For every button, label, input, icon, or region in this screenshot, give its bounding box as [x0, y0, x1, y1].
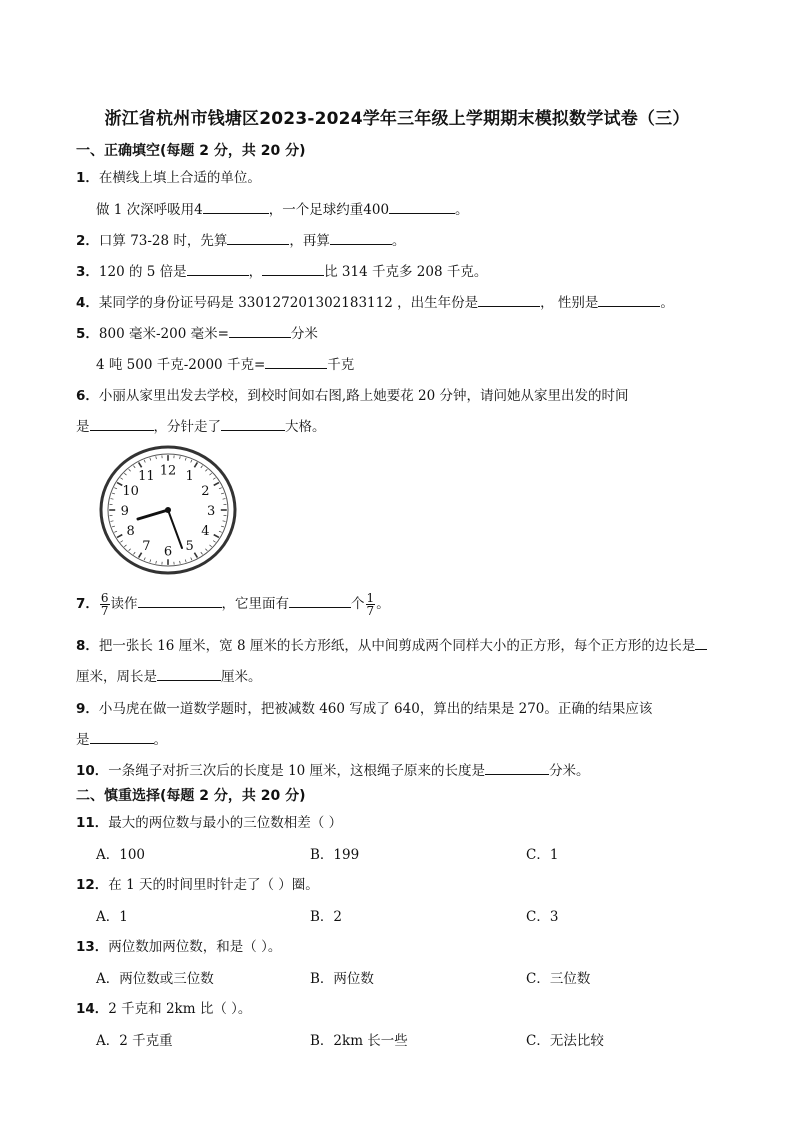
- question-text: 两位数加两位数，和是（ ）。: [108, 939, 282, 955]
- question-text: 口算 73-28 时，先算: [98, 233, 228, 249]
- question-text: 。: [153, 732, 167, 748]
- question-13: [76, 935, 281, 955]
- clock-number: 6: [163, 544, 173, 560]
- fraction-denominator: 7: [100, 604, 109, 618]
- question-number: 7．: [76, 596, 99, 612]
- option-a[interactable]: A．2 千克重: [96, 1033, 173, 1049]
- question-1: [76, 166, 261, 186]
- clock-number: 3: [207, 504, 216, 519]
- clock-number: 2: [201, 483, 210, 499]
- section-heading-choice: 二、慎重选择(每题 2 分，共 20 分): [76, 788, 306, 804]
- question-text: 做 1 次深呼吸用4: [96, 202, 203, 218]
- fraction-six-sevenths: [100, 592, 110, 617]
- question-number: 2．: [76, 233, 99, 249]
- question-number: 13．: [76, 939, 109, 955]
- question-number: 3．: [76, 264, 99, 280]
- fraction-numerator: 6: [100, 591, 109, 605]
- answer-blank[interactable]: [289, 593, 351, 608]
- question-text: 分米。: [549, 763, 590, 779]
- question-text: ， 性别是: [540, 295, 599, 311]
- clock-figure: [98, 444, 238, 576]
- question-text: 小马虎在做一道数学题时，把被减数 460 写成了 640，算出的结果是 270。正确的结果应该: [98, 701, 653, 717]
- question-text: 最大的两位数与最小的三位数相差（ ）: [108, 815, 343, 831]
- question-text: ，它里面有: [221, 596, 290, 612]
- question-text: 。: [660, 295, 674, 311]
- question-text: 厘米，周长是: [76, 669, 157, 685]
- question-text: 是: [76, 732, 90, 748]
- question-6: [76, 384, 628, 404]
- question-number: 9．: [76, 701, 99, 717]
- clock-number: 11: [138, 469, 155, 485]
- question-text: 。: [455, 202, 469, 218]
- clock-number: 10: [122, 483, 139, 499]
- question-3: [76, 260, 487, 280]
- clock-number: 12: [159, 463, 177, 479]
- answer-blank[interactable]: [187, 261, 249, 276]
- question-text: 2 千克和 2km 比（ ）。: [108, 1001, 252, 1017]
- option-a[interactable]: A．1: [96, 909, 128, 925]
- question-11: [76, 811, 342, 831]
- answer-blank[interactable]: [203, 199, 269, 214]
- question-text: 。: [391, 233, 406, 249]
- question-4: [76, 291, 674, 311]
- question-number: 12．: [76, 877, 109, 893]
- question-text: 在横线上填上合适的单位。: [98, 170, 261, 186]
- answer-blank[interactable]: [90, 729, 154, 744]
- question-5: [76, 322, 318, 342]
- answer-blank[interactable]: [478, 292, 540, 307]
- answer-blank[interactable]: [227, 230, 289, 245]
- answer-blank[interactable]: [265, 354, 327, 369]
- question-14: [76, 997, 251, 1017]
- question-number: 11．: [76, 815, 109, 831]
- question-6-line2: [76, 415, 326, 435]
- fraction-numerator: 1: [366, 591, 375, 605]
- question-text: ，分针走了: [153, 419, 221, 435]
- question-1-line2: [96, 198, 469, 218]
- option-a[interactable]: A．100: [96, 847, 146, 863]
- question-text: 分米: [290, 326, 318, 342]
- question-number: 4．: [76, 295, 99, 311]
- question-8-line2: [76, 665, 262, 685]
- fraction-one-seventh: [366, 592, 376, 617]
- answer-blank[interactable]: [138, 593, 222, 608]
- question-text: 厘米。: [221, 669, 262, 685]
- question-text: 800 毫米-200 毫米=: [98, 326, 229, 342]
- question-text: 千克: [327, 357, 355, 373]
- question-text: 比 314 千克多 208 千克。: [324, 264, 488, 280]
- answer-blank[interactable]: [229, 323, 291, 338]
- question-9-line2: [76, 728, 167, 748]
- question-number: 6．: [76, 388, 99, 404]
- option-c[interactable]: C．无法比较: [526, 1033, 604, 1049]
- option-c[interactable]: C．3: [526, 909, 559, 925]
- question-text: 把一张长 16 厘米，宽 8 厘米的长方形纸，从中间剪成两个同样大小的正方形，每个正方形的边长是: [98, 638, 696, 654]
- question-5-line2: [96, 353, 354, 373]
- option-b[interactable]: B．2: [310, 909, 343, 925]
- section-heading-fill-in: 一、正确填空(每题 2 分，共 20 分): [76, 143, 306, 159]
- question-text: 120 的 5 倍是: [98, 264, 187, 280]
- question-text: 某同学的身份证号码是 330127201302183112 ，出生年份是: [98, 295, 479, 311]
- question-number: 5．: [76, 326, 99, 342]
- question-text: ，再算: [289, 233, 330, 249]
- question-text: ，一个足球约重400: [268, 202, 390, 218]
- answer-blank[interactable]: [485, 760, 549, 775]
- answer-blank[interactable]: [262, 261, 324, 276]
- option-c[interactable]: C．三位数: [526, 971, 591, 987]
- option-c[interactable]: C．1: [526, 847, 559, 863]
- question-text: 读作: [110, 596, 138, 612]
- clock-number: 4: [201, 524, 210, 540]
- clock-center: [165, 507, 171, 513]
- option-b[interactable]: B．2km 长一些: [310, 1033, 408, 1049]
- question-text: 小丽从家里出发去学校，到校时间如右图,路上她要花 20 分钟，请问她从家里出发的时间: [98, 388, 629, 404]
- answer-blank[interactable]: [695, 635, 707, 650]
- question-number: 8．: [76, 638, 99, 654]
- question-text: 。: [376, 596, 390, 612]
- question-text: 是: [76, 419, 90, 435]
- option-a[interactable]: A．两位数或三位数: [96, 971, 214, 987]
- answer-blank[interactable]: [157, 666, 221, 681]
- question-7: [76, 592, 390, 617]
- answer-blank[interactable]: [389, 199, 455, 214]
- question-text: 一条绳子对折三次后的长度是 10 厘米，这根绳子原来的长度是: [108, 763, 486, 779]
- question-9: [76, 697, 652, 717]
- question-2: [76, 229, 405, 249]
- answer-blank[interactable]: [90, 416, 154, 431]
- option-b[interactable]: B．199: [310, 847, 360, 863]
- question-number: 10．: [76, 763, 109, 779]
- clock-number: 1: [185, 469, 194, 485]
- clock-number: 8: [126, 524, 135, 540]
- option-b[interactable]: B．两位数: [310, 971, 374, 987]
- clock-number: 5: [185, 538, 194, 554]
- answer-blank[interactable]: [598, 292, 660, 307]
- question-text: 在 1 天的时间里时针走了（ ）圈。: [108, 877, 319, 893]
- question-10: [76, 759, 590, 779]
- question-text: 4 吨 500 千克-2000 千克=: [96, 357, 266, 373]
- question-text: 个: [351, 596, 365, 612]
- answer-blank[interactable]: [330, 230, 392, 245]
- page-title: 浙江省杭州市钱塘区2023-2024学年三年级上学期期末模拟数学试卷（三）: [104, 109, 690, 129]
- question-8: [76, 634, 707, 654]
- question-number: 14．: [76, 1001, 109, 1017]
- clock-number: 7: [142, 538, 151, 554]
- fraction-denominator: 7: [366, 604, 375, 618]
- question-12: [76, 873, 319, 893]
- question-text: 大格。: [285, 419, 326, 435]
- question-text: ，: [248, 264, 263, 280]
- clock-number: 9: [120, 504, 129, 519]
- question-number: 1．: [76, 170, 99, 186]
- answer-blank[interactable]: [221, 416, 285, 431]
